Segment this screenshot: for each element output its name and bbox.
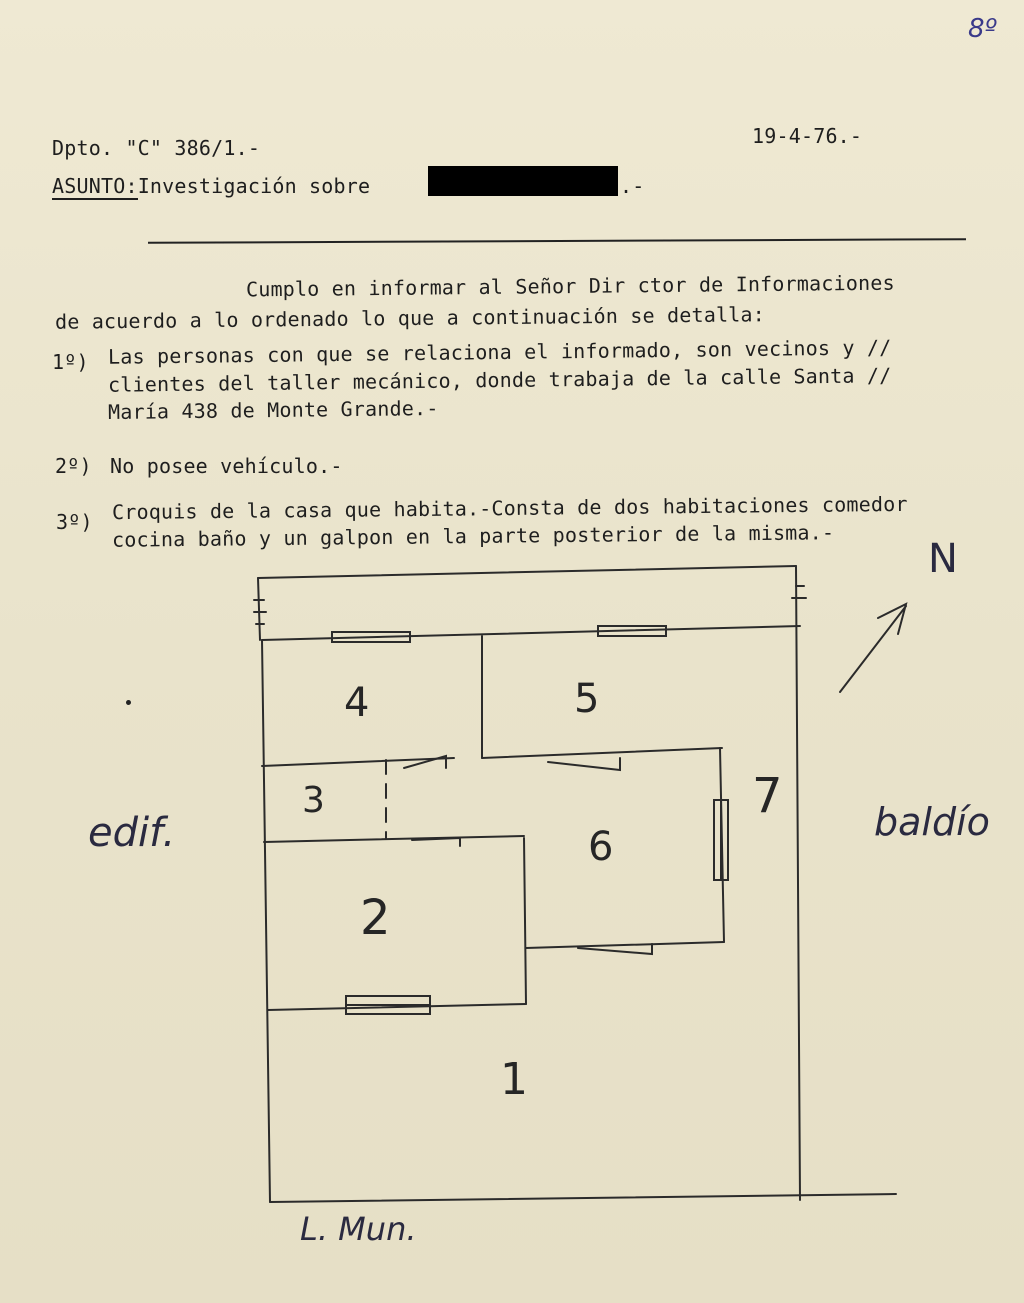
item-3-number: 3º) xyxy=(56,510,93,534)
wall-2-right xyxy=(524,838,526,1004)
intro-line-2: de acuerdo a lo ordenado lo que a continuación se detalla: xyxy=(54,302,766,334)
room-5-label: 5 xyxy=(574,676,600,722)
subject-label: ASUNTO: xyxy=(52,174,138,198)
subject-tail: .- xyxy=(620,174,645,198)
item-1-line-2: clientes del taller mecánico, donde trabaja de la calle Santa // xyxy=(107,363,892,397)
item-1-number: 1º) xyxy=(52,350,89,374)
wall-3-bottom xyxy=(264,836,524,842)
lot-left-line xyxy=(262,640,270,1202)
item-1-line-3: María 438 de Monte Grande.- xyxy=(107,395,439,425)
item-3-line-2: cocina baño y un galpon en la parte posterior de la misma.- xyxy=(111,520,835,552)
page-number: 8º xyxy=(968,14,997,44)
wall-5-bottom xyxy=(482,748,722,758)
stray-mark xyxy=(126,700,131,705)
door-swing-1 xyxy=(404,756,446,768)
lot-top-line xyxy=(258,566,796,578)
document-date: 19-4-76.- xyxy=(752,124,863,148)
lot-right-line xyxy=(796,566,800,1200)
item-2-number: 2º) xyxy=(55,454,92,478)
item-1-line-1: Las personas con que se relaciona el informado, son vecinos y // xyxy=(107,335,892,369)
street-line-label: L. Mun. xyxy=(300,1210,417,1248)
right-neighbor-label: baldío xyxy=(874,800,990,844)
lot-left-stub xyxy=(258,578,260,640)
room-1-label: 1 xyxy=(500,1054,528,1105)
item-3-line-1: Croquis de la casa que habita.-Consta de dos habitaciones comedor xyxy=(111,491,908,525)
wall-6-bottom xyxy=(526,942,724,948)
intro-line-1: Cumplo en informar al Señor Dir ctor de Informaciones xyxy=(245,270,895,302)
door-swing-3 xyxy=(412,838,460,846)
north-label: N xyxy=(928,536,958,582)
left-neighbor-label: edif. xyxy=(88,810,176,856)
room-6-label: 6 xyxy=(588,824,614,870)
department-reference: Dpto. "C" 386/1.- xyxy=(52,136,261,160)
item-2-line-1: No posee vehículo.- xyxy=(110,454,343,478)
room-7-label: 7 xyxy=(752,768,783,824)
room-4-label: 4 xyxy=(344,680,370,726)
room-3-label: 3 xyxy=(302,780,325,821)
room-2-label: 2 xyxy=(360,890,391,946)
door-swing-2 xyxy=(548,758,620,770)
subject-text: Investigación sobre xyxy=(137,174,371,198)
north-arrow xyxy=(840,606,906,692)
lot-front-line xyxy=(270,1194,896,1202)
